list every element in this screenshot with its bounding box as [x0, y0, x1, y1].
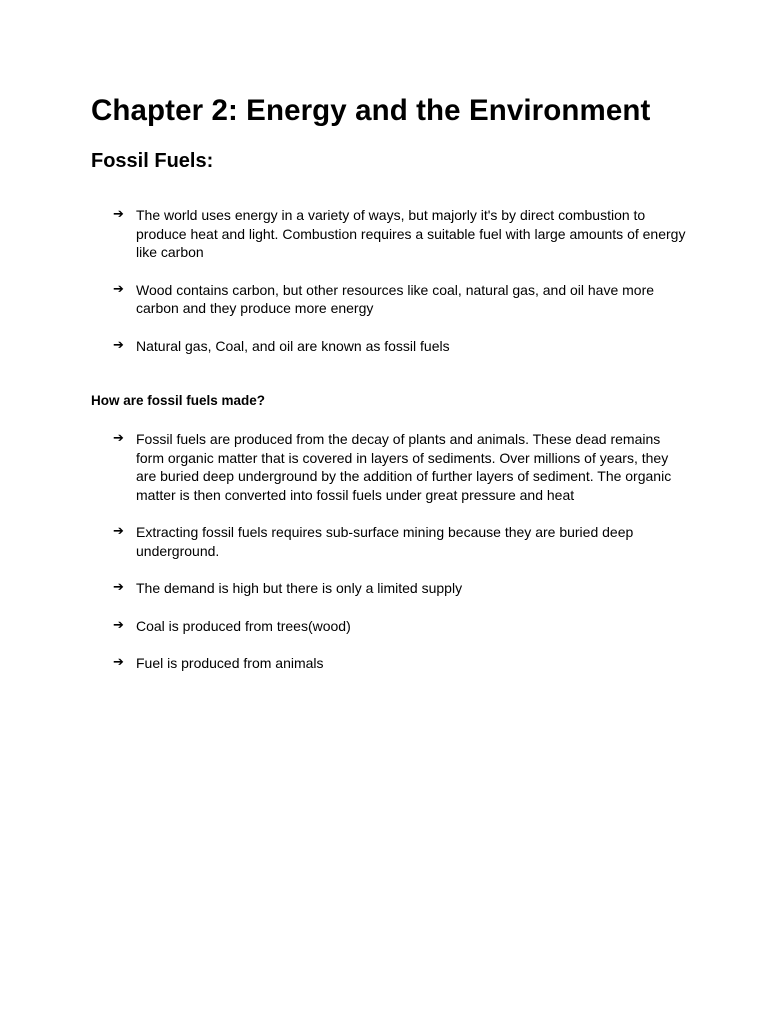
list-item [91, 337, 688, 356]
arrow-bullet-icon: ➔ [113, 524, 124, 539]
list-item-text: Coal is produced from trees(wood) [136, 617, 351, 634]
arrow-bullet-icon: ➔ [113, 337, 124, 353]
chapter-title: Chapter 2: Energy and the Environment [91, 94, 651, 127]
arrow-bullet-icon: ➔ [113, 207, 124, 222]
arrow-bullet-icon: ➔ [113, 431, 124, 446]
list-item-text: Wood contains carbon, but other resources like coal, natural gas, and oil have more carbon and they produce more energy [136, 281, 655, 316]
list-item-text: Extracting fossil fuels requires sub-surface mining because they are buried deep underground. [136, 524, 634, 559]
list-item [91, 430, 688, 504]
arrow-bullet-icon: ➔ [113, 281, 124, 297]
sub-heading-how-made: How are fossil fuels made? [91, 393, 266, 408]
list-item-text: Fuel is produced from animals [136, 655, 324, 671]
fossil-fuels-bullet-list [91, 206, 688, 355]
list-item-text: Natural gas, Coal, and oil are known as fossil fuels [136, 337, 450, 354]
how-made-bullet-list [91, 430, 688, 673]
list-item [91, 654, 688, 673]
list-item [91, 523, 688, 560]
arrow-bullet-icon: ➔ [113, 617, 124, 633]
arrow-bullet-icon: ➔ [113, 580, 124, 595]
list-item-text: The world uses energy in a variety of ways, but majorly it's by direct combustion to produce heat and light. Combustion requires a suitable fuel with large amounts of energy like carbon [136, 207, 686, 260]
list-item [91, 579, 688, 598]
list-item [91, 617, 688, 636]
list-item [91, 281, 688, 318]
arrow-bullet-icon: ➔ [113, 655, 124, 670]
list-item-text: The demand is high but there is only a limited supply [136, 580, 463, 596]
list-item-text: Fossil fuels are produced from the decay of plants and animals. These dead remains form organic matter that is covered in layers of sediments. Over millions of years, they are buried deep underground by the addition of further layers of sediment. The organic matter is then converted into fossil fuels under great pressure and heat [136, 431, 672, 503]
list-item [91, 206, 688, 262]
section-heading-fossil-fuels: Fossil Fuels: [91, 150, 214, 172]
